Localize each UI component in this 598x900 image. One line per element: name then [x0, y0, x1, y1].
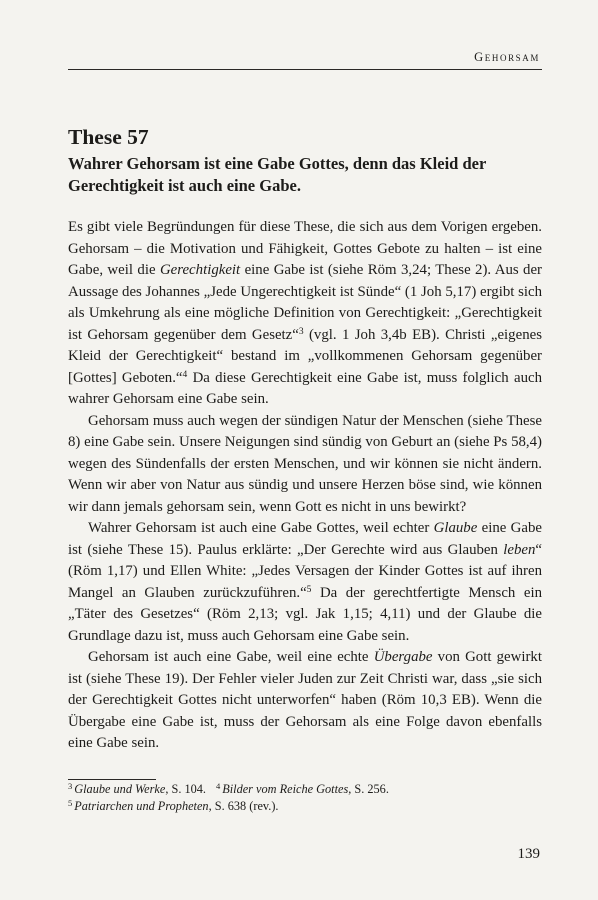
- text-run: Es gibt viele Begründungen für diese These, die sich aus dem Vorigen ergeben. Gehorsam – die Motivation und Fähigkeit, Gottes Gebote zu halten – ist eine Gabe, weil die: [68, 219, 542, 278]
- text-run: Da diese Gerechtigkeit eine Gabe ist, muss folglich auch wahrer Gehorsam eine Gabe sein.: [68, 369, 542, 407]
- footnote-reference: , S. 104.: [165, 782, 206, 796]
- header-rule: [68, 69, 542, 70]
- thesis-title: These 57: [68, 125, 149, 149]
- running-head: Gehorsam: [474, 50, 540, 64]
- text-run: eine Gabe ist (siehe Röm 3,24; These 2). Aus der Aussage des Johannes „Jede Ungerechtigkeit ist Sünde“ (1 Joh 5,17) ergibt sich als Umkehrung als eine mögliche Definition von Gerechtigkeit: „Gerechtigkeit ist Gehorsam gegenüber dem Gesetz“: [68, 262, 542, 343]
- footnote-line: [68, 798, 542, 815]
- footnote-number: 5: [68, 798, 73, 808]
- footnote-source: Glaube und Werke: [74, 782, 166, 796]
- footnote-reference: , S. 638 (rev.).: [208, 799, 279, 813]
- text-run: Wahrer Gehorsam ist auch eine Gabe Gottes, weil echter: [88, 520, 434, 536]
- italic-run: Übergabe: [373, 649, 433, 665]
- footnote-rule: [68, 779, 156, 780]
- footnote-line: [68, 781, 542, 798]
- footnote-ref: 3: [298, 326, 304, 337]
- text-run: eine Gabe ist (siehe These 15). Paulus erklärte: „Der Gerechte wird aus Glauben: [68, 520, 543, 558]
- text-run: Gehorsam muss auch wegen der sündigen Natur der Menschen (siehe These 8) eine Gabe sein. Unsere Neigungen sind sündig von Geburt an (siehe Ps 58,4) wegen des Sündenfalls der ersten Menschen, und wir können sie nicht ändern. Wenn wir aber von Natur aus sündig und unsere Herzen böse sind, wie können wir dann jemals gehorsam sein, wenn Gott es nicht in uns bewirkt?: [68, 412, 542, 515]
- footnote-source: Patriarchen und Propheten: [74, 799, 209, 813]
- paragraph: [68, 217, 542, 411]
- text-run: Gehorsam ist auch eine Gabe, weil eine echte: [88, 649, 374, 665]
- paragraph: [68, 647, 542, 755]
- text-run: von Gott gewirkt ist (siehe These 19). Der Fehler vieler Juden zur Zeit Christi war, dass „sie sich der Gerechtigkeit Gottes nicht unterworfen“ haben (Röm 10,3 EB). Wenn die Übergabe eine Gabe ist, muss der Gehorsam als eine Folge davon ebenfalls eine Gabe sein.: [68, 649, 542, 751]
- body-text: [68, 217, 542, 755]
- paragraph: [68, 411, 542, 519]
- italic-run: Gerechtigkeit: [159, 262, 241, 278]
- text-run: “ (Röm 1,17) und Ellen White: „Jedes Versagen der Kinder Gottes ist auf ihren Mangel an Glauben zurückzuführen.“: [68, 541, 542, 601]
- italic-run: Glaube: [433, 520, 478, 536]
- footnote-ref: 5: [306, 584, 312, 595]
- footnote-number: 3: [68, 781, 73, 791]
- footnote-ref: 4: [182, 369, 188, 380]
- text-run: Da der gerechtfertigte Mensch ein „Täter des Gesetzes“ (Röm 2,13; vgl. Jak 1,15; 4,11) und der Glaube die Grundlage dazu ist, muss auch Gehorsam eine Gabe sein.: [68, 584, 542, 644]
- text-run: (vgl. 1 Joh 3,4b EB). Christi „eigenes Kleid der Gerechtigkeit“ bestand im „vollkommenen Gehorsam gegenüber [Gottes] Geboten.“: [68, 326, 542, 386]
- paragraph: [68, 518, 542, 647]
- footnote-number: 4: [215, 781, 221, 791]
- thesis-subtitle: Wahrer Gehorsam ist eine Gabe Gottes, denn das Kleid der Gerechtigkeit ist auch eine Gabe.: [68, 154, 487, 195]
- footnotes: [68, 781, 542, 815]
- footnote-source: Bilder vom Reiche Gottes: [222, 782, 349, 796]
- page-number: 139: [517, 846, 540, 862]
- footnote-reference: , S. 256.: [348, 782, 389, 796]
- italic-run: leben: [503, 541, 536, 558]
